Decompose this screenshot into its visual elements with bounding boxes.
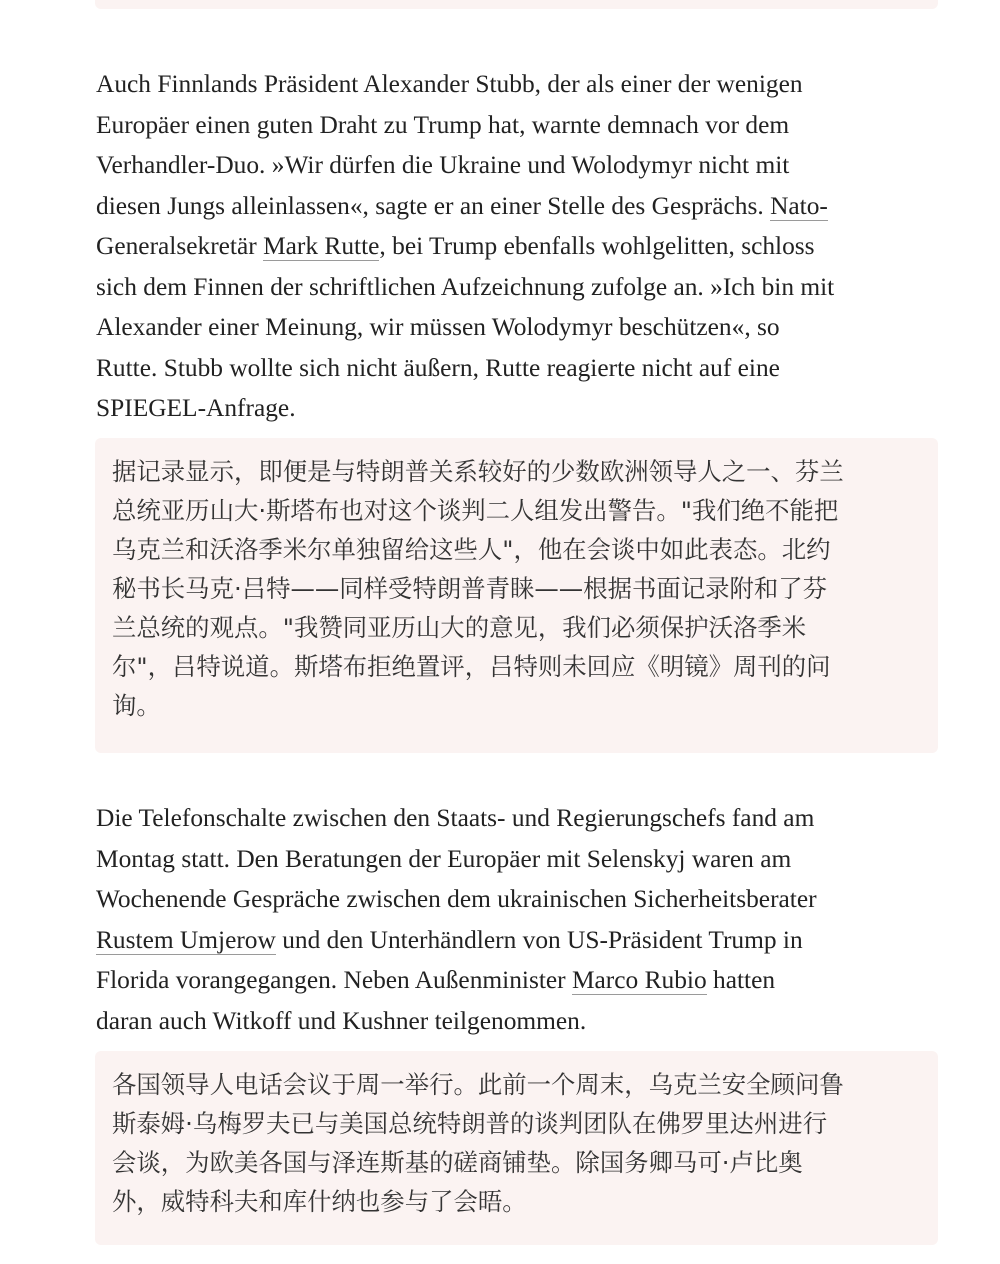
paragraph-1-text-a: Auch Finnlands Präsident Alexander Stubb, der als einer der wenigen Europäer einen guten Draht zu Trump hat, warnte demnach vor dem Verhandler-Duo. »Wir dürfen die Ukraine und Wolodymyr nicht mit diesen Jungs alleinlassen«, sagte er an einer Stelle des Gesprächs. <box>96 70 803 220</box>
article-paragraph-2 <box>96 798 941 1041</box>
paragraph-2-text-a: Die Telefonschalte zwischen den Staats- und Regierungschefs fand am Montag statt. Den Beratungen der Europäer mit Selenskyj waren am Wochenende Gespräche zwischen dem ukrainischen Sicherheitsberater <box>96 804 817 913</box>
paragraph-1-text-c: , bei Trump ebenfalls wohlgelitten, schloss sich dem Finnen der schriftlichen Aufzeichnung zufolge an. »Ich bin mit Alexander einer Meinung, wir müssen Wolodymyr beschützen«, so Rutte. Stubb wollte sich nicht äußern, Rutte reagierte nicht auf eine SPIEGEL-Anfrage. <box>96 232 835 422</box>
marco-rubio-link[interactable]: Marco Rubio <box>571 966 707 994</box>
article-paragraph-1 <box>96 64 941 429</box>
paragraph-2-text-c: hatten daran auch Witkoff und Kushner teilgenommen. <box>96 966 776 1035</box>
translation-box-2: 各国领导人电话会议于周一举行。此前一个周末，乌克兰安全顾问鲁 斯泰姆·乌梅罗夫已与美国总统特朗普的谈判团队在佛罗里达州进行 会谈，为欧美各国与泽连斯基的磋商铺垫。除国务卿马可·卢比奥 外，威特科夫和库什纳也参与了会晤。 <box>95 1051 938 1245</box>
paragraph-2-text-b: und den Unterhändlern von US-Präsident Trump in Florida vorangegangen. Neben Außenminister <box>96 925 803 994</box>
previous-translation-box <box>95 0 938 9</box>
nato-link[interactable]: Nato- <box>770 191 828 220</box>
rustem-umjerow-link[interactable]: Rustem Umjerow <box>96 925 276 954</box>
paragraph-1-text-b: Generalsekretär <box>96 232 257 260</box>
mark-rutte-link[interactable]: Mark Rutte <box>263 232 380 260</box>
translation-box-1: 据记录显示，即便是与特朗普关系较好的少数欧洲领导人之一、芬兰 总统亚历山大·斯塔布也对这个谈判二人组发出警告。"我们绝不能把 乌克兰和沃洛季米尔单独留给这些人"，他在会谈中如此表态。北约 秘书长马克·吕特——同样受特朗普青睐——根据书面记录附和了芬 兰总统的观点。"我赞同亚历山大的意见，我们必须保护沃洛季米 尔"，吕特说道。斯塔布拒绝置评，吕特则未回应《明镜》周刊的问 询。 <box>95 438 938 753</box>
